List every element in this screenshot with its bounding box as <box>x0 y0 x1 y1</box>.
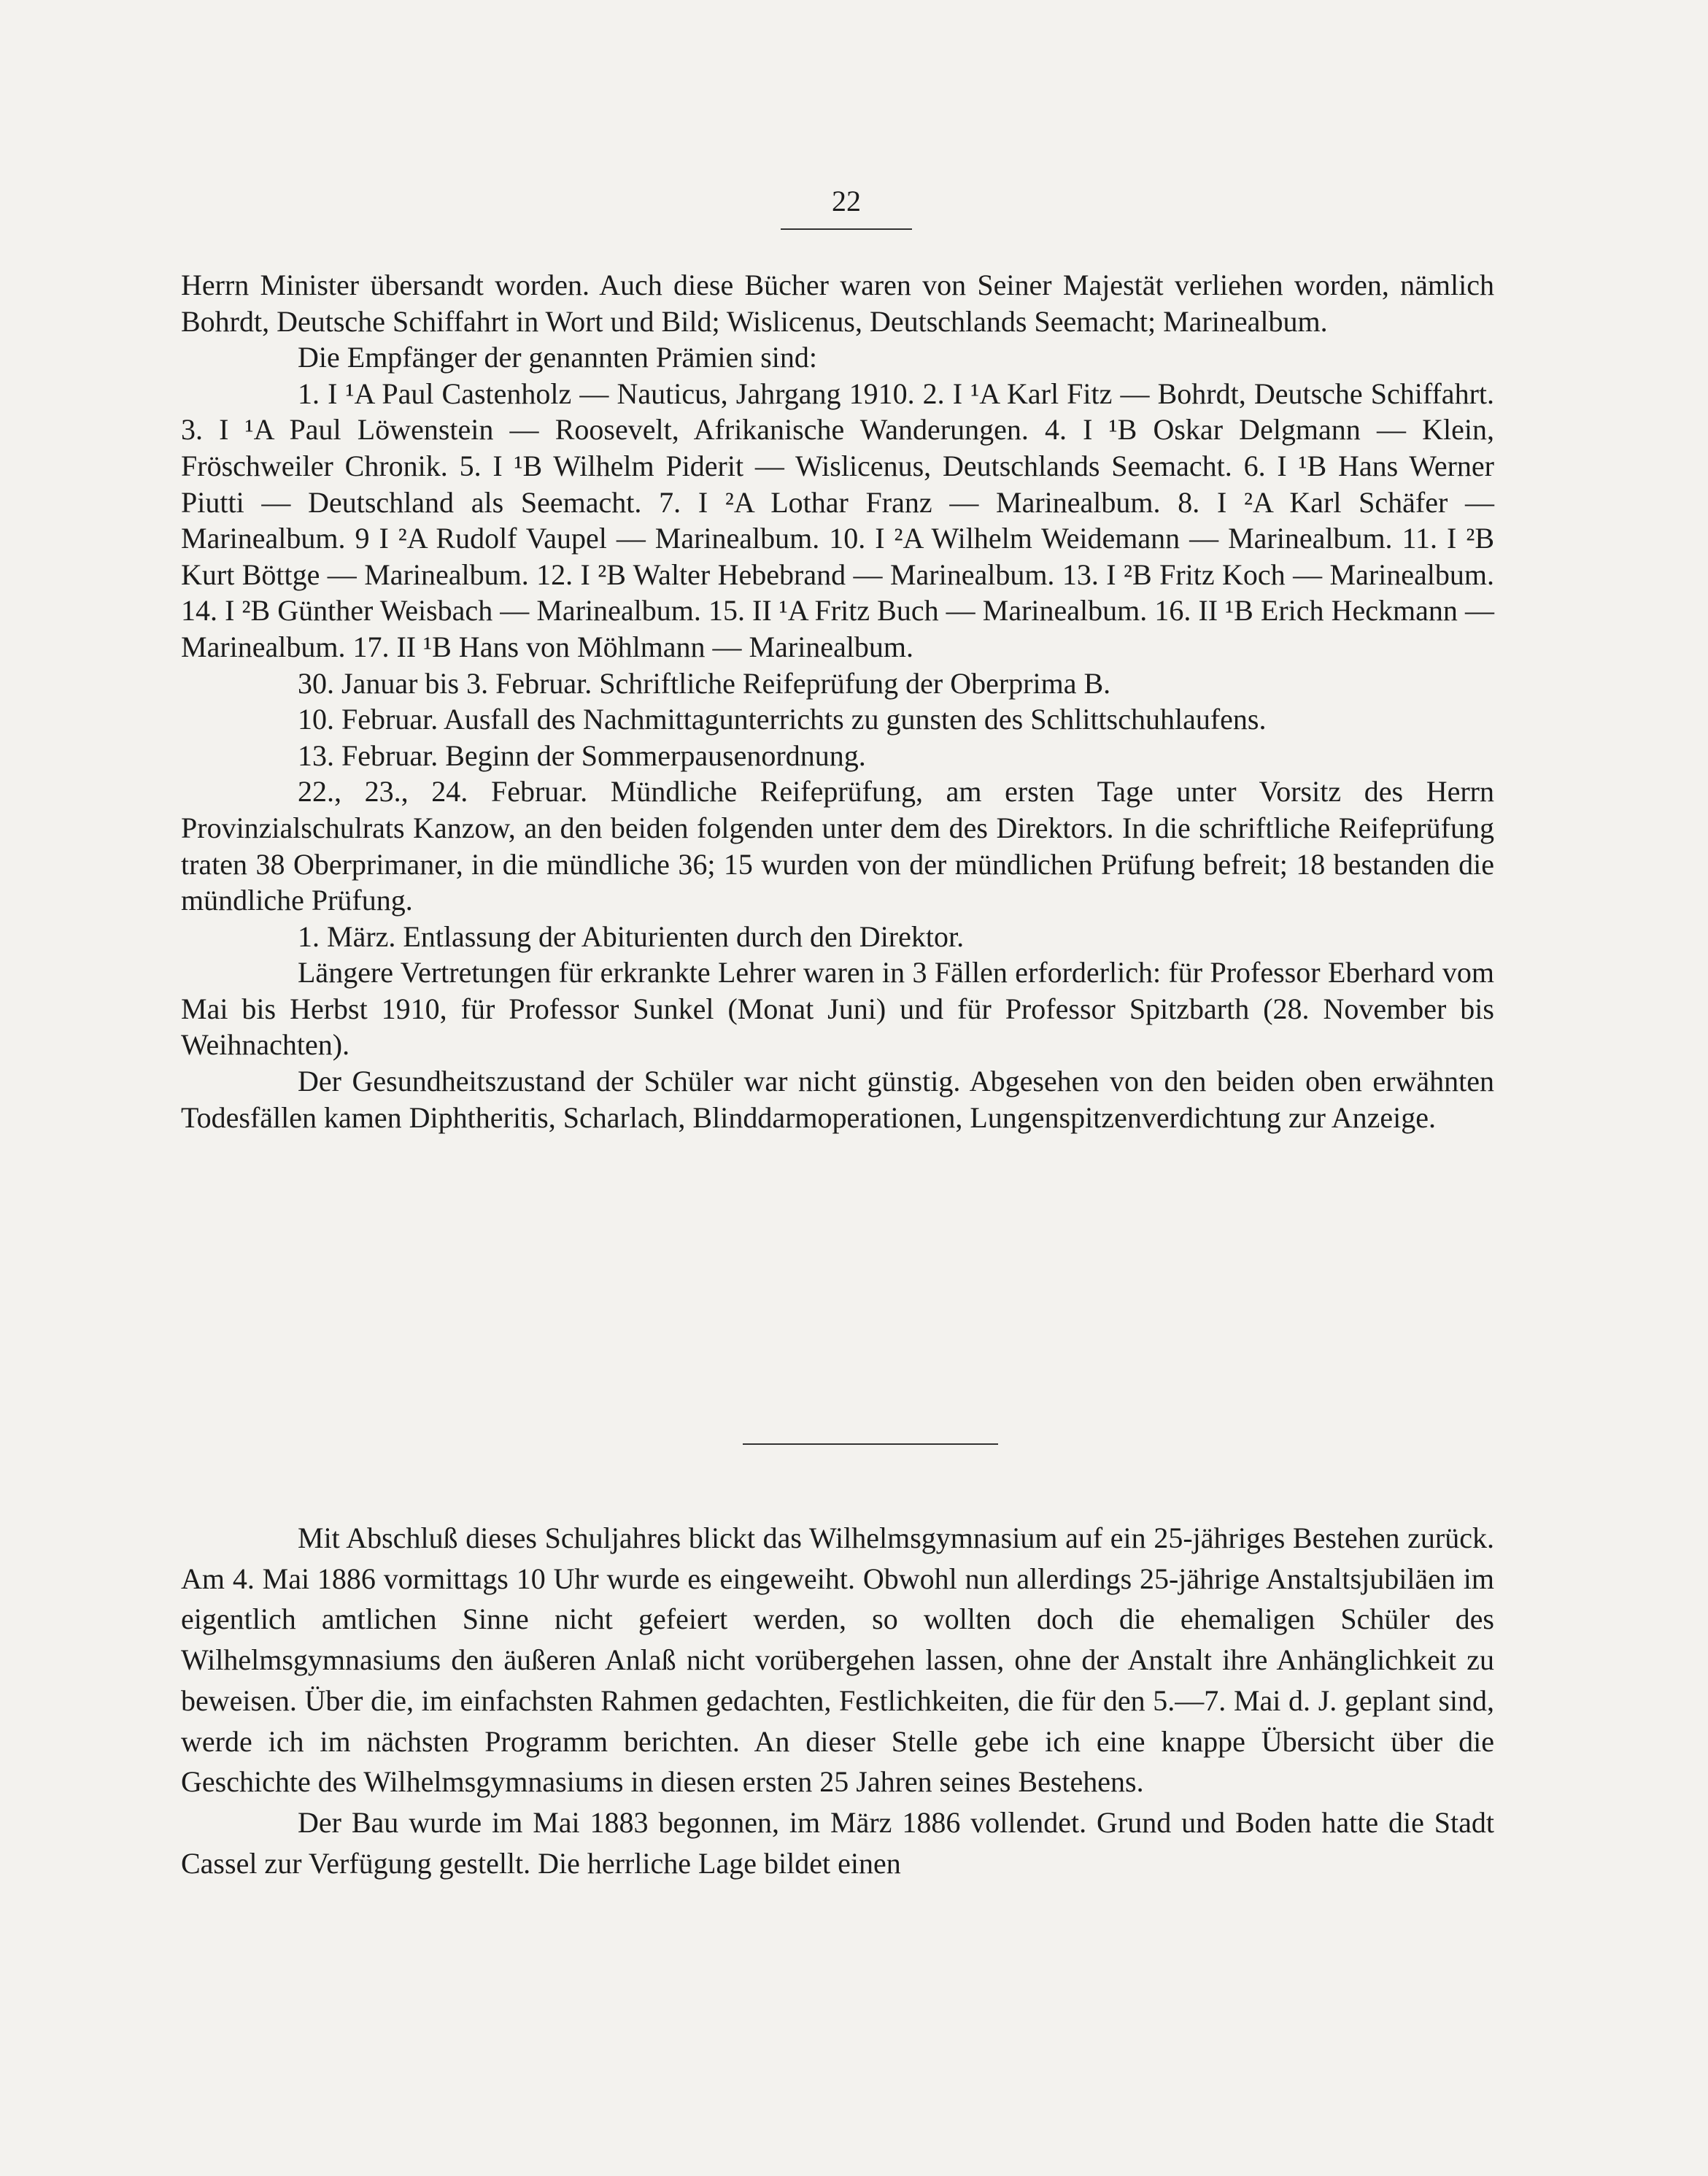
paragraph-health: Der Gesundheitszustand der Schüler war nicht günstig. Abgesehen von den beiden oben erwähnten Todesfällen kamen Diphtheritis, Scharlach, Blinddarmoperationen, Lungenspitzenverdichtung zur Anzeige. <box>181 1065 1494 1134</box>
top-section <box>181 267 1494 1135</box>
page-number: 22 <box>832 185 861 217</box>
paragraph-skating: 10. Februar. Ausfall des Nachmittagunterrichts zu gunsten des Schlittschuhlaufens. <box>298 703 1267 736</box>
section-divider <box>743 1443 998 1445</box>
paragraph-recipients-list: 1. I ¹A Paul Castenholz — Nauticus, Jahrgang 1910. 2. I ¹A Karl Fitz — Bohrdt, Deutsche Schiffahrt. 3. I ¹A Paul Löwenstein — Roosevelt, Afrikanische Wanderungen. 4. I ¹B Oskar Delgmann — Klein, Fröschweiler Chronik. 5. I ¹B Wilhelm Piderit — Wislicenus, Deutschlands Seemacht. 6. I ¹B Hans Werner Piutti — Deutschland als Seemacht. 7. I ²A Lothar Franz — Marinealbum. 8. I ²A Karl Schäfer — Marinealbum. 9 I ²A Rudolf Vaupel — Marinealbum. 10. I ²A Wilhelm Weidemann — Marinealbum. 11. I ²B Kurt Böttge — Marinealbum. 12. I ²B Walter Hebebrand — Marinealbum. 13. I ²B Fritz Koch — Marinealbum. 14. I ²B Günther Weisbach — Marinealbum. 15. II ¹A Fritz Buch — Marinealbum. 16. II ¹B Erich Heckmann — Marinealbum. 17. II ¹B Hans von Möhlmann — Marinealbum. <box>181 377 1494 663</box>
paragraph-oral-exam: 22., 23., 24. Februar. Mündliche Reifeprüfung, am ersten Tage unter Vorsitz des Herrn Provinzialschulrats Kanzow, an den beiden folgenden unter dem des Direktors. In die schriftliche Reifeprüfung traten 38 Oberprimaner, in die mündliche 36; 15 wurden von der mündlichen Prüfung befreit; 18 bestanden die mündliche Prüfung. <box>181 775 1494 917</box>
paragraph-minister: Herrn Minister übersandt worden. Auch diese Bücher waren von Seiner Majestät verliehen worden, nämlich Bohrdt, Deutsche Schiffahrt in Wort und Bild; Wislicenus, Deutschlands Seemacht; Marinealbum. <box>181 269 1494 338</box>
page-number-rule <box>781 228 912 230</box>
paragraph-graduation: 1. März. Entlassung der Abiturienten durch den Direktor. <box>298 919 965 953</box>
paragraph-summer-break: 13. Februar. Beginn der Sommerpausenordnung. <box>298 738 866 772</box>
paragraph-substitutions: Längere Vertretungen für erkrankte Lehrer waren in 3 Fällen erforderlich: für Professor Eberhard vom Mai bis Herbst 1910, für Professor Sunkel (Monat Juni) und für Professor Spitzbarth (28. November bis Weihnachten). <box>181 956 1494 1062</box>
paragraph-recipients-intro: Die Empfänger der genannten Prämien sind: <box>298 341 817 374</box>
paragraph-construction: Der Bau wurde im Mai 1883 begonnen, im März 1886 vollendet. Grund und Boden hatte die Stadt Cassel zur Verfügung gestellt. Die herrliche Lage bildet einen <box>181 1805 1494 1880</box>
bottom-section <box>181 1518 1494 1883</box>
paragraph-written-exam: 30. Januar bis 3. Februar. Schriftliche Reifeprüfung der Oberprima B. <box>298 666 1111 700</box>
paragraph-anniversary: Mit Abschluß dieses Schuljahres blickt das Wilhelmsgymnasium auf ein 25-jähriges Bestehen zurück. Am 4. Mai 1886 vormittags 10 Uhr wurde es eingeweiht. Obwohl nun allerdings 25-jährige Anstaltsjubiläen im eigentlich amtlichen Sinne nicht gefeiert werden, so wollten doch die ehemaligen Schüler des Wilhelmsgymnasiums den äußeren Anlaß nicht vorübergehen lassen, ohne der Anstalt ihre Anhänglichkeit zu beweisen. Über die, im einfachsten Rahmen gedachten, Festlichkeiten, die für den 5.—7. Mai d. J. geplant sind, werde ich im nächsten Programm berichten. An dieser Stelle gebe ich eine knappe Übersicht über die Geschichte des Wilhelmsgymnasiums in diesen ersten 25 Jahren seines Bestehens. <box>181 1521 1494 1799</box>
